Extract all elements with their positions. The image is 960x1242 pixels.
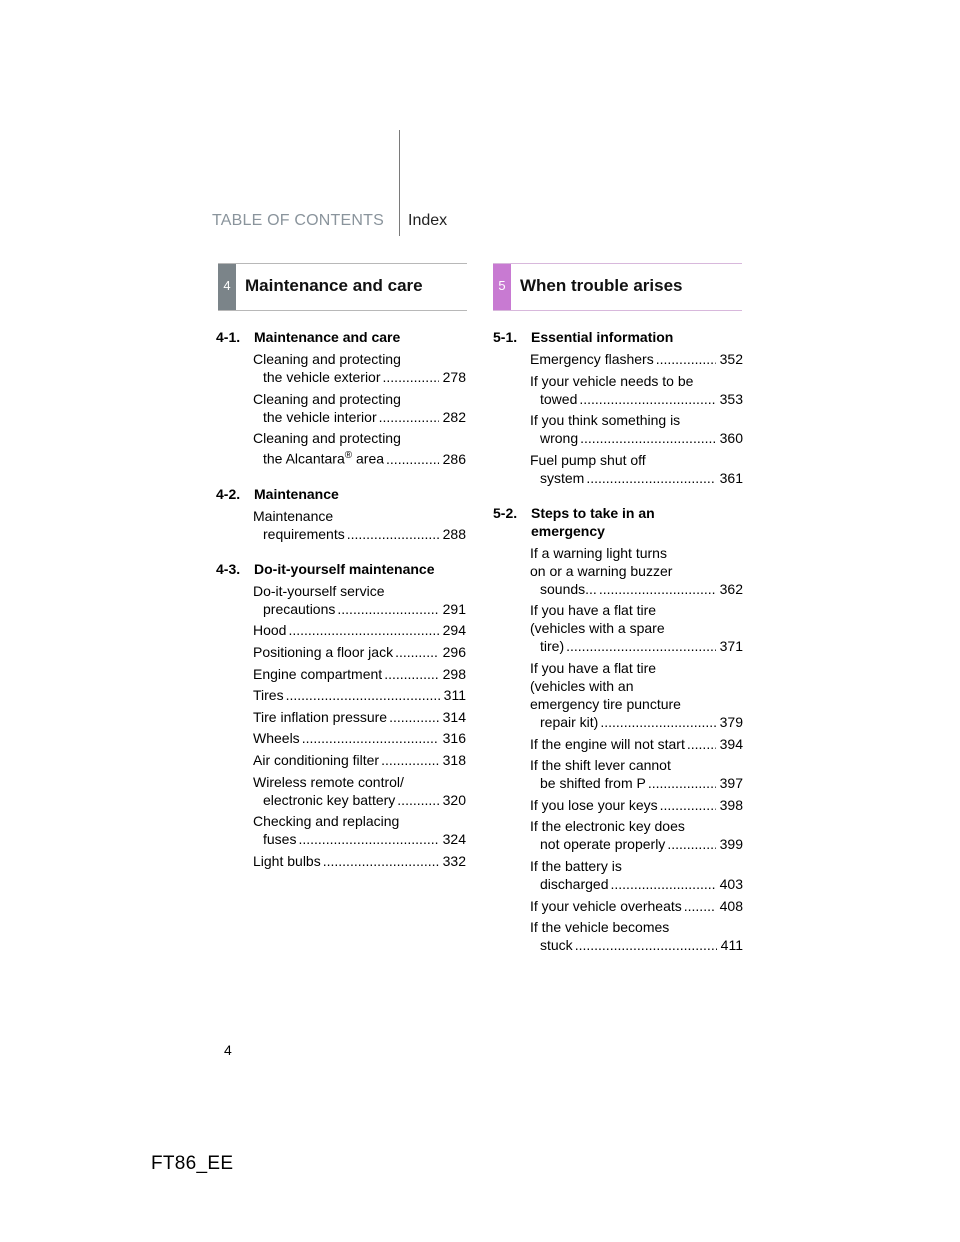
entry-text: electronic key battery [263,791,396,808]
group-title: Do-it-yourself maintenance [254,560,435,577]
toc-group [216,485,466,543]
entry-text: system [540,469,585,486]
toc-column-section-4 [216,328,466,887]
entry-title-continued [530,580,597,598]
entry-text: Engine compartment [253,665,383,682]
table-of-contents-link[interactable]: TABLE OF CONTENTS [211,212,384,229]
dot-leader [384,665,438,683]
dot-leader [395,643,439,661]
entry-title-continued [253,830,296,848]
entry-text: be shifted from P [540,775,646,792]
dot-leader [599,580,716,598]
nav-divider [399,130,400,236]
entry-row [253,729,466,747]
toc-entry[interactable] [530,735,743,753]
dot-leader [687,735,716,753]
entry-title-continued [530,897,682,915]
entry-text: If you lose your keys [530,796,658,813]
entry-title-continued [253,729,300,747]
entry-title-continued [253,708,387,726]
entry-text: discharged [540,875,609,892]
entry-title-continued [530,774,646,792]
toc-entry[interactable] [530,857,743,893]
entry-row [530,580,743,598]
entry-text: the Alcantara [263,450,345,467]
entry-title-continued [530,390,577,408]
entry-row [530,774,743,792]
entry-title: Wireless remote control/ [253,773,404,790]
page-reference: 394 [719,735,743,752]
page-reference: 379 [719,713,743,730]
entry-text: stuck [540,937,573,954]
dot-leader [656,350,716,368]
entry-row [253,525,466,543]
page-reference: 294 [442,622,466,639]
entry-row [253,368,466,386]
dot-leader [684,897,716,915]
entry-title-continued [253,621,286,639]
entry-title: If the battery is [530,857,622,874]
dot-leader [566,637,716,655]
page-reference: 398 [719,796,743,813]
dot-leader [386,450,439,468]
page-reference: 298 [442,665,466,682]
toc-entry[interactable] [253,729,466,747]
group-title: Steps to take in an emergency [531,504,655,539]
dot-leader [660,796,716,814]
toc-entry[interactable] [530,659,743,731]
entry-row [530,936,743,954]
entry-text: If the engine will not start [530,735,685,752]
dot-leader [389,708,439,726]
page-reference: 360 [719,430,743,447]
page-reference: 282 [442,408,466,425]
dot-leader [337,600,438,618]
page-reference: 353 [719,390,743,407]
dot-leader [579,390,715,408]
entry-text: Tire inflation pressure [253,708,388,725]
entry-row [253,791,466,809]
entry-row [253,600,466,618]
toc-entry[interactable] [530,897,743,915]
entry-title: If the vehicle becomes [530,919,670,936]
toc-entry[interactable] [253,773,466,809]
group-number: 4-2. [216,485,241,502]
entry-text: Tires [253,687,284,704]
toc-entry[interactable] [253,812,466,848]
entry-title-continued [253,643,393,661]
entry-row [253,643,466,661]
toc-group [216,560,466,870]
entry-row [530,713,743,731]
toc-entry[interactable] [253,852,466,870]
group-heading[interactable] [216,485,466,503]
entry-text: the vehicle interior [263,408,377,425]
entry-title: If you think something is [530,412,681,429]
entry-title-continued [530,796,658,814]
group-title: Essential information [531,329,674,345]
entry-text: Wheels [253,730,300,747]
entry-row [530,429,743,447]
dot-leader [347,525,439,543]
page-reference: 411 [720,937,743,954]
toc-entry[interactable] [530,817,743,853]
toc-entry[interactable] [253,390,466,426]
entry-title-continued [253,665,382,683]
toc-entry[interactable] [253,621,466,639]
dot-leader [298,830,438,848]
dot-leader [323,852,439,870]
entry-row [253,621,466,639]
entry-row [253,708,466,726]
group-heading[interactable] [493,328,743,346]
toc-entry[interactable] [253,350,466,386]
entry-text: tire) [540,638,565,655]
entry-title: If the electronic key does [530,818,685,835]
entry-row [530,835,743,853]
entry-row [253,852,466,870]
toc-entry[interactable] [253,429,466,468]
entry-text: Emergency flashers [530,351,654,367]
entry-title: If you have a flat tire (vehicles with an emergency tire puncture [530,659,681,712]
dot-leader [397,791,438,809]
entry-row [530,350,743,368]
entry-title-continued [530,429,578,447]
toc-column-section-5 [493,328,743,971]
entry-title: Fuel pump shut off [530,451,646,468]
entry-title-continued [253,791,395,809]
section-header-maintenance[interactable] [218,263,467,311]
entry-title-continued [253,751,379,769]
dot-leader [667,835,715,853]
dot-leader [381,751,439,769]
toc-entry[interactable] [253,643,466,661]
dot-leader [575,936,717,954]
page-reference: 288 [442,525,466,542]
page-reference: 311 [443,687,466,704]
group-heading[interactable] [216,328,466,346]
page-reference: 316 [442,730,466,747]
toc-entry[interactable] [253,708,466,726]
entry-title-continued [253,600,335,618]
entry-title: If a warning light turns on or a warning buzzer [530,544,673,579]
group-title: Maintenance and care [254,329,401,345]
top-navigation [0,210,960,240]
toc-entry[interactable] [530,796,743,814]
entry-title-continued [530,936,573,954]
section-header-trouble[interactable] [493,263,742,311]
entry-row [530,735,743,753]
entry-title: Cleaning and protecting [253,430,401,447]
entry-text: Hood [253,622,287,639]
toc-entry[interactable] [530,544,743,598]
entry-text: fuses [263,831,297,848]
entry-title: Maintenance [253,507,334,524]
entry-title-continued [530,350,654,368]
page-reference: 362 [719,580,743,597]
group-title: Maintenance [254,485,339,502]
entry-text: Light bulbs [253,852,321,869]
dot-leader [586,469,715,487]
page-reference: 371 [719,638,743,655]
toc-entry[interactable] [530,601,743,655]
entry-row [253,751,466,769]
section-title: Maintenance and care [245,276,423,295]
toc-entry[interactable] [530,372,743,408]
group-number: 5-1. [493,329,518,345]
page-reference: 408 [719,897,743,914]
toc-entry[interactable] [530,756,743,792]
page-reference: 399 [719,836,743,853]
entry-text: not operate properly [540,836,666,853]
page-reference: 352 [719,351,743,367]
entry-title-continued [530,637,564,655]
entry-title: If the shift lever cannot [530,757,671,774]
entry-title-continued [253,686,284,704]
toc-group [493,504,743,954]
entry-row [253,686,466,704]
entry-title: If you have a flat tire (vehicles with a spare [530,602,665,637]
entry-title-continued [530,875,609,893]
toc-entry[interactable] [253,665,466,683]
dot-leader [580,429,716,447]
entry-row [253,447,466,468]
entry-row [530,637,743,655]
page-reference: 397 [719,775,743,792]
entry-title: If your vehicle needs to be [530,372,694,389]
toc-entry[interactable] [253,686,466,704]
entry-row [253,408,466,426]
dot-leader [288,621,438,639]
entry-text-tail: area [352,450,385,467]
dot-leader [379,408,439,426]
entry-title-continued [253,852,321,870]
dot-leader [383,368,439,386]
dot-leader [611,875,716,893]
section-number-tab: 4 [218,264,236,310]
entry-title-continued [530,469,584,487]
entry-title-continued [253,525,345,543]
entry-text: Positioning a floor jack [253,644,394,661]
page-reference: 403 [719,875,743,892]
page-reference: 291 [442,600,466,617]
entry-title-continued [530,713,598,731]
toc-group [216,328,466,468]
entry-text: precautions [263,600,336,617]
entry-text: the vehicle exterior [263,369,381,385]
entry-title: Do-it-yourself service [253,582,385,599]
page-reference: 314 [442,708,466,725]
group-heading[interactable] [493,504,743,540]
entry-row [253,830,466,848]
group-heading[interactable] [216,560,466,578]
entry-row [253,665,466,683]
page-reference: 318 [442,752,466,768]
entry-title-continued [530,835,665,853]
entry-title-continued [253,447,384,468]
entry-row [530,796,743,814]
dot-leader [648,774,716,792]
page-reference: 286 [442,450,466,467]
group-number: 4-3. [216,560,241,577]
section-number-tab: 5 [493,264,511,310]
registered-mark: ® [344,450,353,462]
document-code: FT86_EE [151,1153,234,1174]
dot-leader [302,729,439,747]
toc-entry[interactable] [530,411,743,447]
toc-entry[interactable] [253,751,466,769]
entry-row [530,897,743,915]
entry-text: wrong [540,430,579,447]
entry-text: Air conditioning filter [253,752,380,768]
entry-title-continued [253,408,377,426]
group-number: 4-1. [216,329,241,345]
entry-title: Cleaning and protecting [253,390,401,407]
toc-entry[interactable] [253,507,466,543]
entry-text: repair kit) [540,713,599,730]
page-reference: 332 [442,852,466,869]
entry-title-continued [530,735,685,753]
section-title: When trouble arises [520,276,683,295]
entry-title: Checking and replacing [253,813,400,830]
entry-text: sounds... [540,580,597,597]
entry-row [530,390,743,408]
page-number: 4 [224,1042,232,1058]
entry-text: towed [540,390,578,407]
page-reference: 320 [442,791,466,808]
toc-entry[interactable] [530,350,743,368]
toc-entry[interactable] [530,918,743,954]
entry-title: Cleaning and protecting [253,351,401,367]
page-reference: 296 [442,644,466,661]
toc-entry[interactable] [253,582,466,618]
entry-row [530,469,743,487]
entry-text: requirements [263,525,345,542]
toc-group [493,328,743,487]
entry-row [530,875,743,893]
entry-text: If your vehicle overheats [530,897,682,914]
index-link[interactable]: Index [408,212,448,229]
toc-entry[interactable] [530,451,743,487]
dot-leader [600,713,715,731]
page-reference: 324 [442,831,466,848]
group-number: 5-2. [493,504,518,521]
dot-leader [286,686,440,704]
page-reference: 278 [442,369,466,385]
entry-title-continued [253,368,381,386]
page-reference: 361 [719,469,743,486]
